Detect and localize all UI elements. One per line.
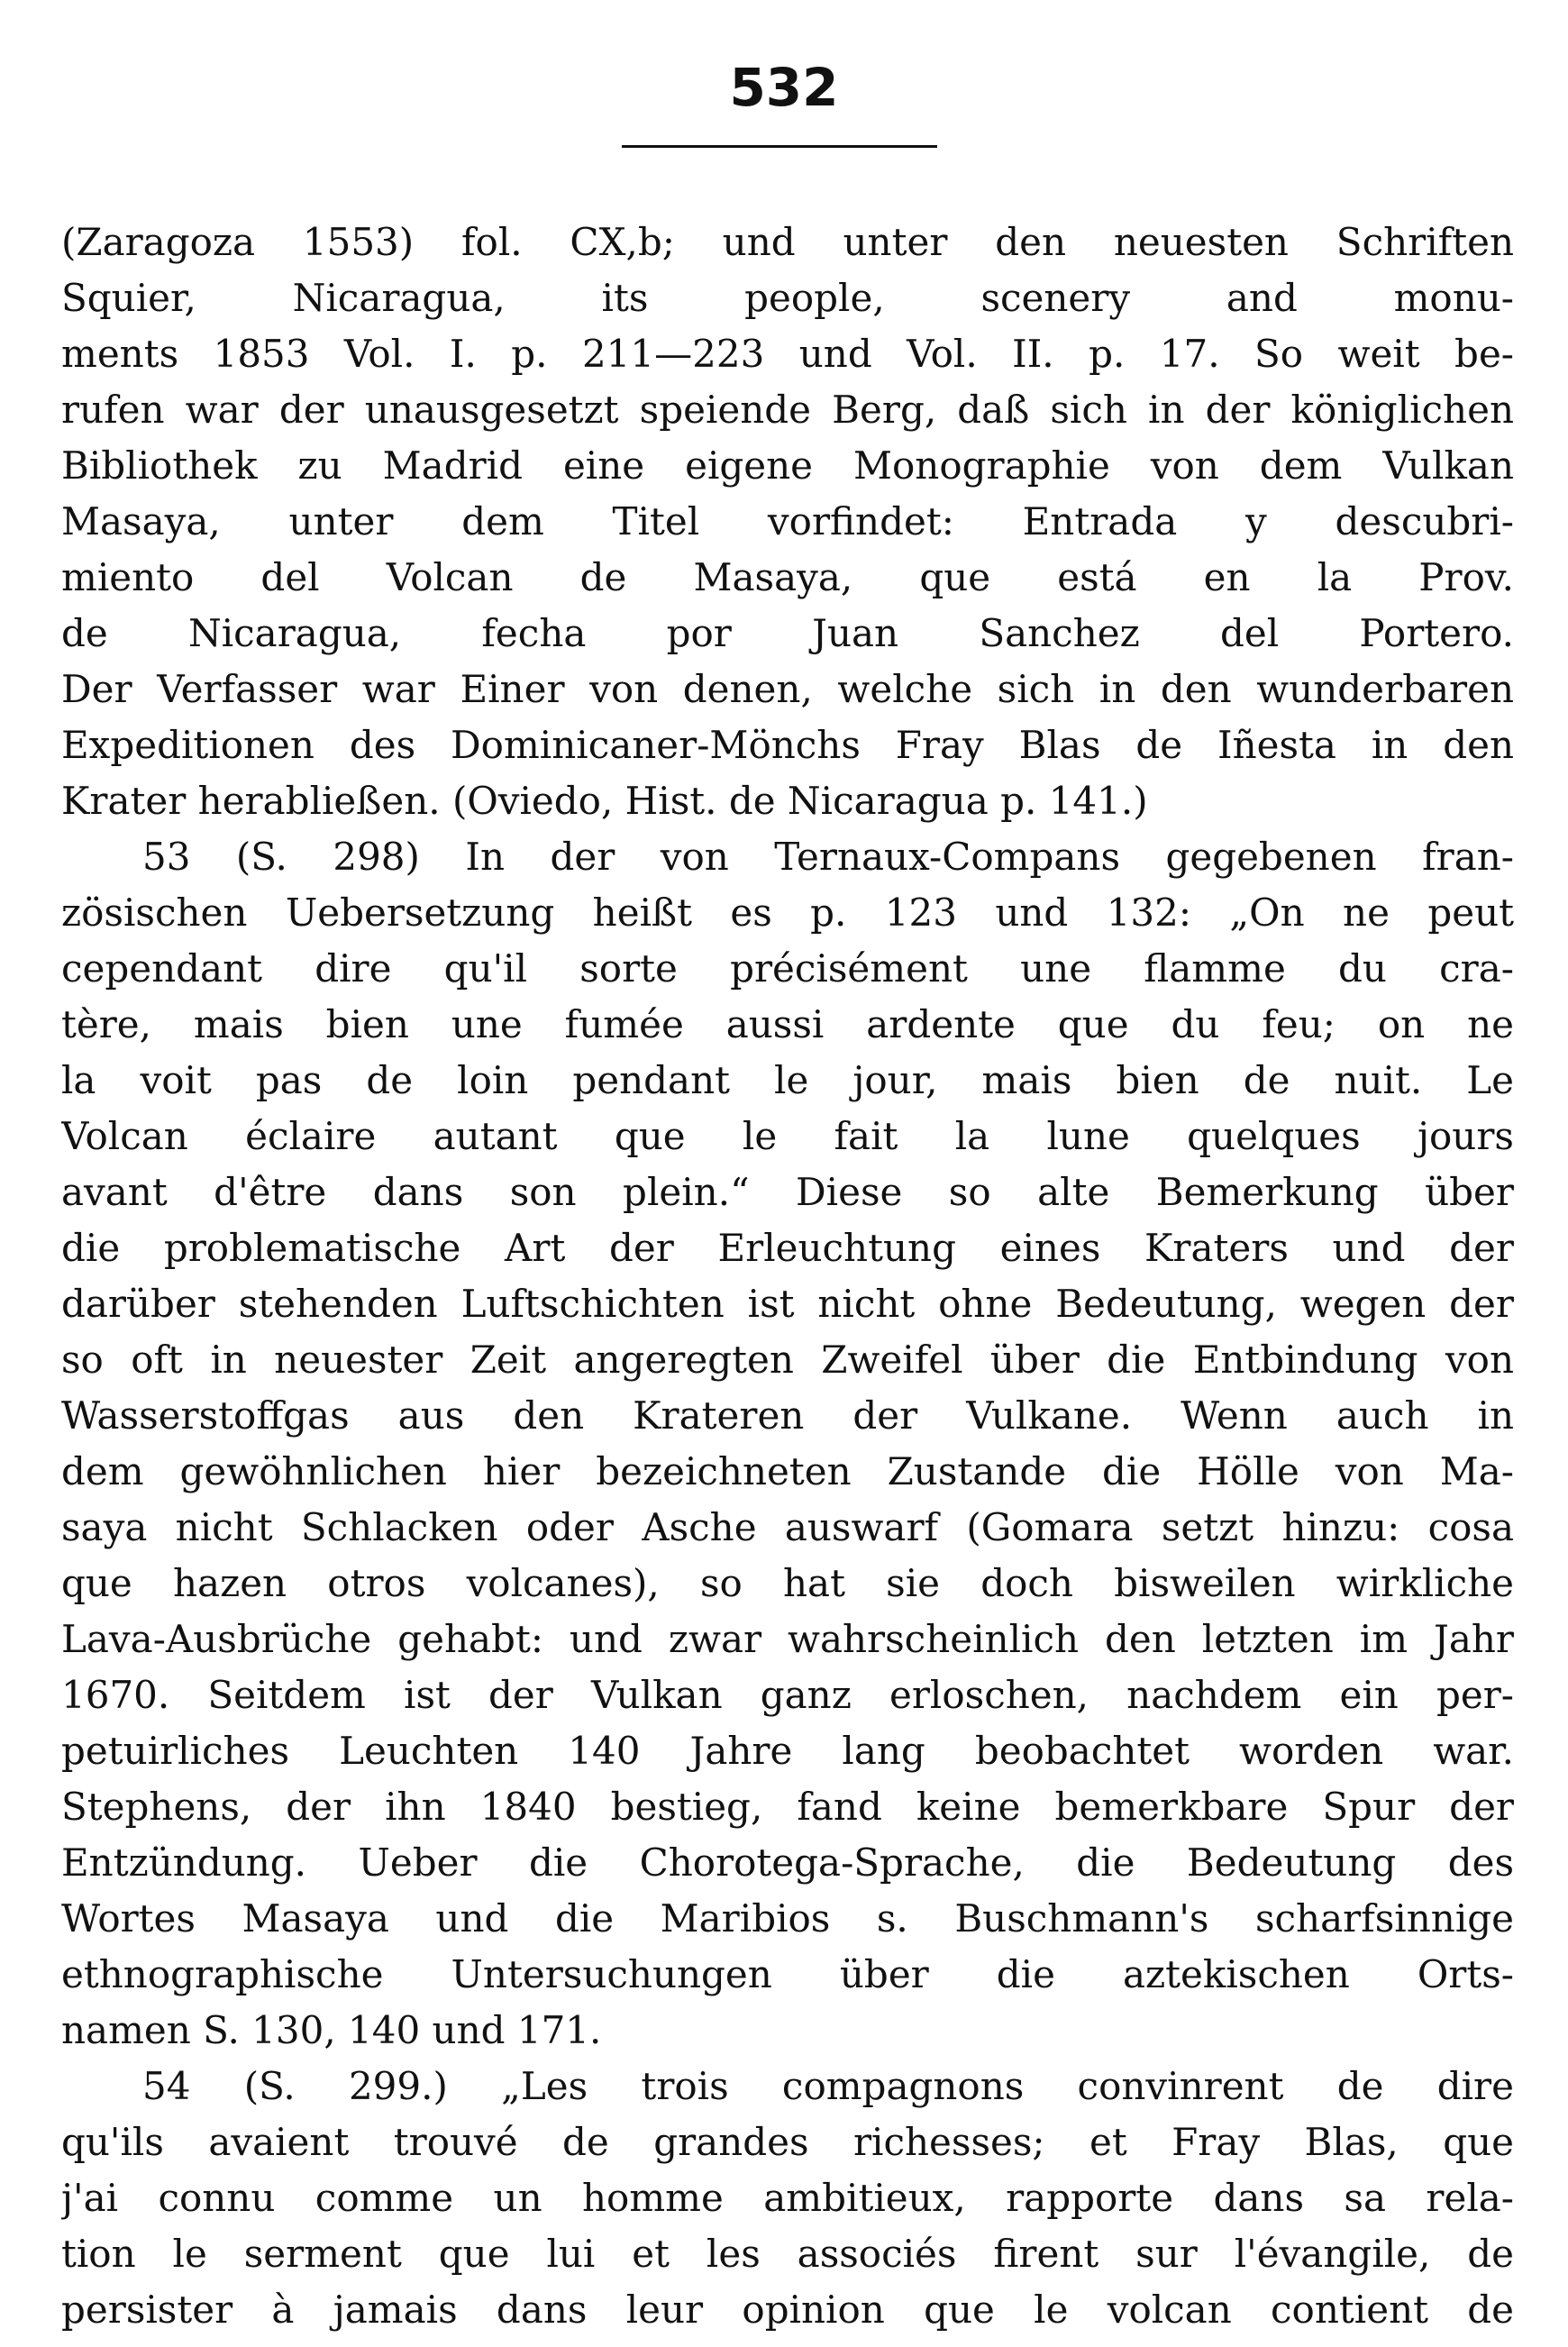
text-line: rufen war der unausgesetzt speiende Berg, daß sich in der königlichen [61, 388, 1514, 432]
text-line: persister à jamais dans leur opinion que le volcan contient de [61, 2288, 1514, 2332]
text-line: de Nicaragua, fecha por Juan Sanchez del Portero. [61, 611, 1514, 655]
text-line: cependant dire qu'il sorte précisément une flamme du cra- [61, 946, 1514, 991]
body-text [61, 215, 1514, 2338]
text-line: Krater herabließen. (Oviedo, Hist. de Nicaragua p. 141.) [61, 779, 1148, 823]
text-line: Wortes Masaya und die Maribios s. Buschmann's scharfsinnige [61, 1896, 1514, 1941]
text-line: Expeditionen des Dominicaner-Mönchs Fray Blas de Iñesta in den [61, 723, 1514, 767]
text-line: Lava-Ausbrüche gehabt: und zwar wahrscheinlich den letzten im Jahr [61, 1617, 1514, 1661]
text-line: qu'ils avaient trouvé de grandes richesses; et Fray Blas, que [61, 2120, 1514, 2164]
text-line: petuirliches Leuchten 140 Jahre lang beobachtet worden war. [61, 1729, 1514, 1773]
text-line: Bibliothek zu Madrid eine eigene Monographie von dem Vulkan [61, 443, 1514, 488]
text-line: so oft in neuester Zeit angeregten Zweifel über die Entbindung von [61, 1338, 1514, 1382]
text-line: avant d'être dans son plein.“ Diese so alte Bemerkung über [61, 1170, 1514, 1214]
text-line: Squier, Nicaragua, its people, scenery and monu- [61, 276, 1514, 320]
text-line: Der Verfasser war Einer von denen, welche sich in den wunderbaren [61, 667, 1514, 711]
text-line: que hazen otros volcanes), so hat sie doch bisweilen wirkliche [61, 1561, 1514, 1605]
text-line: Masaya, unter dem Titel vorfindet: Entrada y descubri- [61, 499, 1514, 543]
text-line: la voit pas de loin pendant le jour, mais bien de nuit. Le [61, 1058, 1514, 1102]
header-rule [622, 145, 937, 148]
text-line: die problematische Art der Erleuchtung eines Kraters und der [61, 1226, 1514, 1270]
text-line: namen S. 130, 140 und 171. [61, 2008, 602, 2052]
text-line: zösischen Uebersetzung heißt es p. 123 und 132: „On ne peut [61, 890, 1514, 935]
text-line: darüber stehenden Luftschichten ist nicht ohne Bedeutung, wegen der [61, 1282, 1514, 1326]
footnote-line: 54 (S. 299.) „Les trois compagnons convinrent de dire [142, 2064, 1514, 2108]
text-line: 1670. Seitdem ist der Vulkan ganz erloschen, nachdem ein per- [61, 1673, 1514, 1717]
text-line: miento del Volcan de Masaya, que está en la Prov. [61, 555, 1514, 599]
text-line: dem gewöhnlichen hier bezeichneten Zustande die Hölle von Ma- [61, 1449, 1514, 1493]
text-line: ments 1853 Vol. I. p. 211—223 und Vol. II. p. 17. So weit be- [61, 332, 1514, 376]
text-line: Volcan éclaire autant que le fait la lune quelques jours [61, 1114, 1514, 1158]
page-number: 532 [729, 57, 839, 118]
text-line: Entzündung. Ueber die Chorotega-Sprache, die Bedeutung des [61, 1840, 1514, 1885]
text-line: j'ai connu comme un homme ambitieux, rapporte dans sa rela- [61, 2176, 1514, 2220]
text-line: Stephens, der ihn 1840 bestieg, fand keine bemerkbare Spur der [61, 1785, 1514, 1829]
text-line: tère, mais bien une fumée aussi ardente que du feu; on ne [61, 1002, 1514, 1046]
text-line: (Zaragoza 1553) fol. CX,b; und unter den neuesten Schriften [61, 220, 1514, 264]
footnote-line: 53 (S. 298) In der von Ternaux-Compans gegebenen fran- [142, 835, 1514, 879]
text-line: Wasserstoffgas aus den Krateren der Vulkane. Wenn auch in [61, 1393, 1514, 1438]
text-line: saya nicht Schlacken oder Asche auswarf (Gomara setzt hinzu: cosa [61, 1505, 1514, 1549]
text-line: tion le serment que lui et les associés firent sur l'évangile, de [61, 2232, 1514, 2276]
text-line: ethnographische Untersuchungen über die aztekischen Orts- [61, 1952, 1514, 1996]
